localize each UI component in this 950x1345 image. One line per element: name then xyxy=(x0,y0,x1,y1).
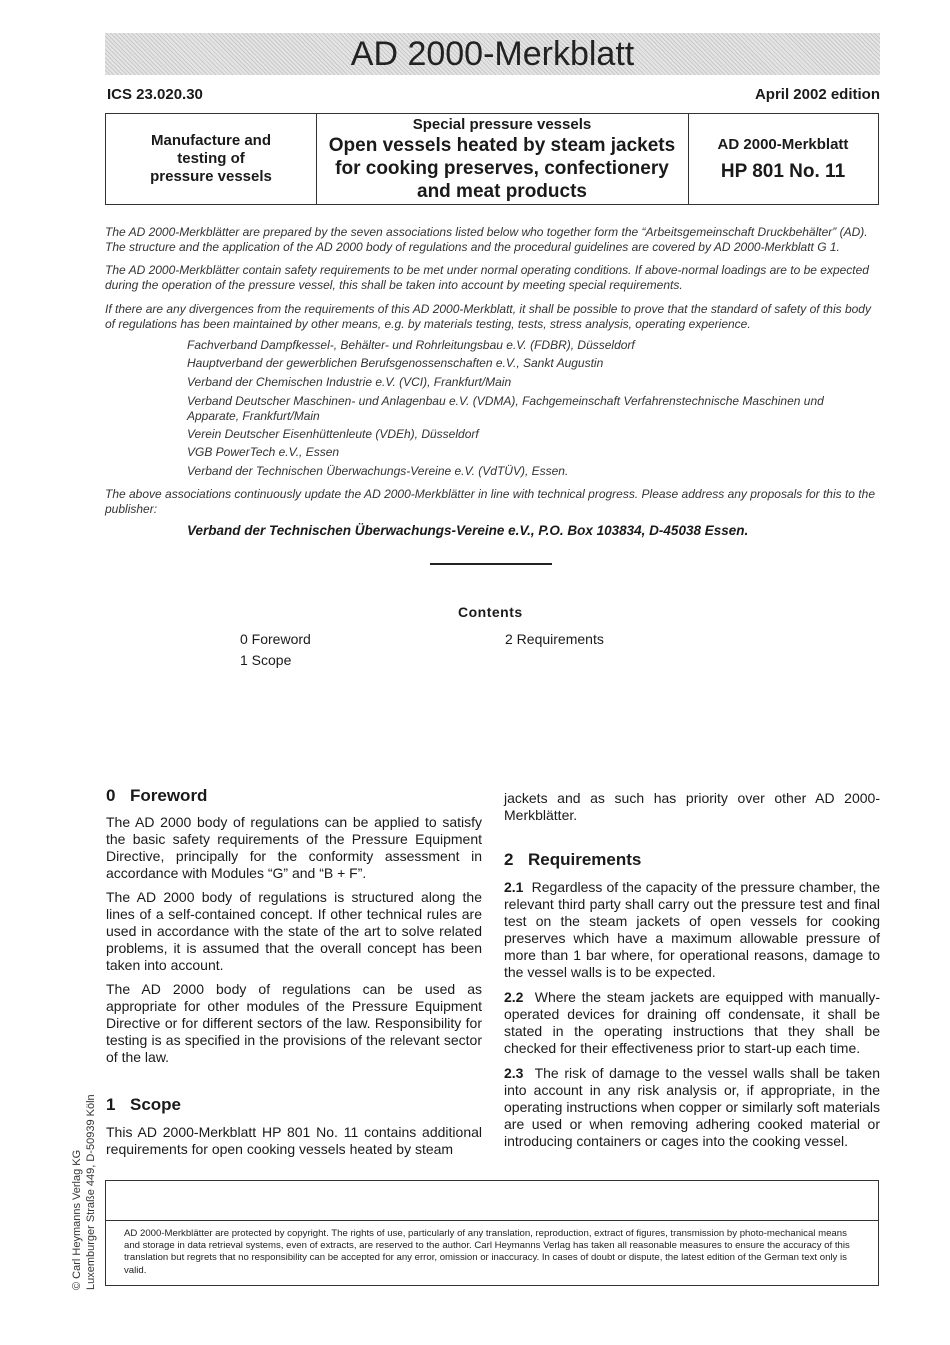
divider xyxy=(106,1220,878,1221)
section-heading xyxy=(106,1096,482,1113)
section-title: Foreword xyxy=(130,786,208,805)
copyright-box xyxy=(105,1180,879,1286)
scope-section xyxy=(106,1096,482,1158)
intro-paragraph: The AD 2000-Merkblätter contain safety requirements to be met under normal operating conditions. If above-normal loadings are to be expected during the operation of the pressure vessel, this shall be taken into account by meeting special requirements. xyxy=(105,263,869,292)
toc-item[interactable]: 0 Foreword xyxy=(240,631,311,647)
intro-paragraph: If there are any divergences from the requirements of this AD 2000-Merkblatt, it shall be possible to prove that the standard of safety of this body of regulations has been maintained by other means, e.g. by materials testing, tests, stress analysis, operating experience. xyxy=(105,302,871,331)
category-line: Manufacture and xyxy=(150,132,271,149)
title-line: for cooking preserves, confectionery xyxy=(335,157,669,179)
item-text: Regardless of the capacity of the pressure chamber, the relevant third party shall carry out the pressure test and final test on the steam jackets of open vessels for cooking preserves which have a maximum allowable pressure of more than 1 bar where, for operational reasons, damage to the vessel walls is to be expected. xyxy=(504,879,880,980)
association-item: Verband der Chemischen Industrie e.V. (VCI), Frankfurt/Main xyxy=(187,375,512,389)
association-item: Hauptverband der gewerblichen Berufsgenossenschaften e.V., Sankt Augustin xyxy=(187,356,604,370)
foreword-section xyxy=(106,787,482,1066)
edition-date: April 2002 edition xyxy=(754,86,880,103)
category-line: pressure vessels xyxy=(150,168,272,185)
item-number: 2.3 xyxy=(504,1065,524,1081)
title-line: Open vessels heated by steam jackets xyxy=(328,134,676,156)
document-banner: AD 2000-Merkblatt xyxy=(105,33,880,75)
toc-item[interactable]: 2 Requirements xyxy=(505,631,604,647)
association-item: Verband Deutscher Maschinen- und Anlagenbau e.V. (VDMA), Fachgemeinschaft Verfahrenstechnische Maschinen und Apparate, Frankfurt/Main xyxy=(187,394,824,423)
intro-paragraph: The AD 2000-Merkblätter are prepared by the seven associations listed below who together form the “Arbeitsgemeinschaft Druckbehälter” (AD). The structure and the application of the AD 2000 body of regulations and the procedural guidelines are covered by AD 2000-Merkblatt G 1. xyxy=(105,225,868,254)
item-number: 2.2 xyxy=(504,989,524,1005)
requirement-item xyxy=(504,1065,880,1150)
category-line: testing of xyxy=(177,150,245,167)
paragraph: This AD 2000-Merkblatt HP 801 No. 11 contains additional requirements for open cooking vessels heated by steam xyxy=(106,1124,482,1157)
subtitle: Special pressure vessels xyxy=(412,115,592,133)
title-line: and meat products xyxy=(417,180,587,202)
document-number-cell xyxy=(688,114,878,204)
scope-continued xyxy=(504,790,880,824)
association-item: Fachverband Dampfkessel-, Behälter- und Rohrleitungsbau e.V. (FDBR), Düsseldorf xyxy=(187,338,635,352)
copyright-notice: AD 2000-Merkblätter are protected by copyright. The rights of use, particularly of any translation, reproduction, extract of figures, transmission by photo-mechanical means and storage in data retrieval systems, even of extracts, are reserved to the author. Carl Heymanns Verlag has taken all reasonable measures to ensure the accuracy of this translation but regrets that no responsibility can be accepted for any error, omission or inaccuracy. In cases of doubt or dispute, the latest edition of the German text only is valid. xyxy=(124,1228,850,1276)
requirement-item xyxy=(504,879,880,981)
paragraph: The AD 2000 body of regulations can be applied to satisfy the basic safety requirements of the Pressure Equipment Directive, principally for the conformity assessment in accordance with Modules “G” and “B + F”. xyxy=(106,814,482,881)
toc-item[interactable]: 1 Scope xyxy=(240,652,292,668)
publisher-address: Verband der Technischen Überwachungs-Vereine e.V., P.O. Box 103834, D-45038 Essen. xyxy=(187,523,749,538)
item-number: 2.1 xyxy=(504,879,524,895)
intro-paragraph: The above associations continuously update the AD 2000-Merkblätter in line with technical progress. Please address any proposals for this to the publisher: xyxy=(105,487,875,516)
contents-title: Contents xyxy=(458,604,523,620)
section-title: Scope xyxy=(130,1095,182,1114)
requirements-section xyxy=(504,851,880,1150)
publisher-line: Luxemburger Straße 449, D-50939 Köln xyxy=(85,1094,97,1290)
series-name: AD 2000-Merkblatt xyxy=(717,135,849,153)
section-title: Requirements xyxy=(528,850,642,869)
document-number: HP 801 No. 11 xyxy=(720,160,846,182)
section-heading xyxy=(106,787,482,804)
side-publisher-text xyxy=(70,1075,102,1290)
item-text: The risk of damage to the vessel walls shall be taken into account in any risk analysis or, if appropriate, in the operating instructions when copper or similarly soft materials are used or when removing adhering cooked material or introducing containers or cages into the cooking vessel. xyxy=(504,1065,880,1149)
category-cell xyxy=(106,114,317,204)
requirement-item xyxy=(504,989,880,1057)
header-table xyxy=(105,113,879,205)
association-item: Verband der Technischen Überwachungs-Vereine e.V. (VdTÜV), Essen. xyxy=(187,464,569,478)
section-number: 2 xyxy=(504,850,514,869)
paragraph: The AD 2000 body of regulations can be used as appropriate for other modules of the Pressure Equipment Directive or for different sectors of the law. Responsibility for testing is as specified in the provisions of the relevant sector of the law. xyxy=(106,981,482,1065)
paragraph: jackets and as such has priority over other AD 2000-Merkblätter. xyxy=(504,790,880,823)
title-cell xyxy=(316,114,689,204)
ics-code: ICS 23.020.30 xyxy=(107,86,203,103)
item-text: Where the steam jackets are equipped with manually-operated devices for draining off condensate, it shall be stated in the operating instructions that they shall be checked for their effectiveness prior to start-up each time. xyxy=(504,989,880,1056)
divider xyxy=(430,563,552,565)
section-number: 1 xyxy=(106,1095,116,1114)
paragraph: The AD 2000 body of regulations is structured along the lines of a self-contained concept. If other technical rules are used in accordance with the state of the art to solve related problems, it is assumed that the overall concept has been taken into account. xyxy=(106,889,482,973)
section-heading xyxy=(504,851,880,868)
association-item: VGB PowerTech e.V., Essen xyxy=(187,445,340,459)
section-number: 0 xyxy=(106,786,116,805)
association-item: Verein Deutscher Eisenhüttenleute (VDEh), Düsseldorf xyxy=(187,427,479,441)
publisher-line: © Carl Heymanns Verlag KG xyxy=(71,1149,83,1290)
